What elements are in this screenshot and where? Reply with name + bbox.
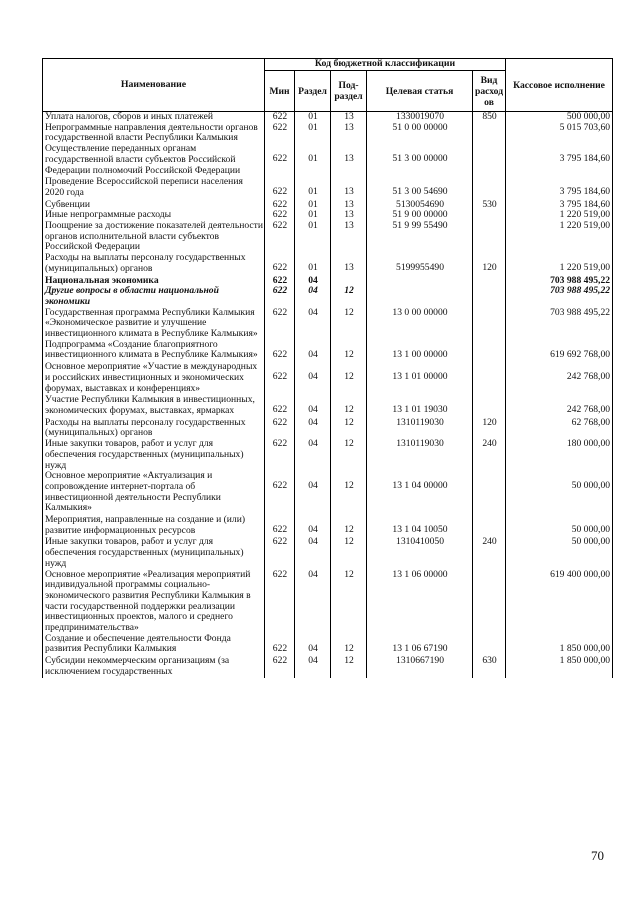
row-section: 04 — [295, 537, 331, 569]
row-section: 04 — [295, 362, 331, 395]
row-target: 51 9 99 55490 — [367, 221, 473, 253]
row-min: 622 — [265, 123, 295, 144]
row-amount: 1 850 000,00 — [506, 634, 613, 656]
row-min: 622 — [265, 253, 295, 275]
table-row — [43, 177, 613, 199]
row-name: Государственная программа Республики Калмыкия «Экономическое развитие и улучшение инвестиционного климата в Республике Калмыкия» — [43, 308, 265, 340]
header-target: Целевая статья — [367, 71, 473, 112]
row-section: 01 — [295, 221, 331, 253]
row-subsection: 13 — [331, 210, 367, 221]
row-section: 04 — [295, 439, 331, 471]
row-target: 1330019070 — [367, 112, 473, 123]
header-exp-type: Вид расход ов — [473, 71, 506, 112]
table-row — [43, 471, 613, 515]
row-exp-type: 530 — [473, 200, 506, 211]
row-section: 04 — [295, 418, 331, 439]
row-name: Осуществление переданных органам государственной власти субъектов Российской Федерации полномочий Российской Федерации — [43, 144, 265, 177]
row-name: Проведение Всероссийской переписи населения 2020 года — [43, 177, 265, 199]
row-target: 1310119030 — [367, 418, 473, 439]
row-subsection: 12 — [331, 634, 367, 656]
row-subsection: 13 — [331, 144, 367, 177]
row-min: 622 — [265, 286, 295, 307]
table-row — [43, 362, 613, 395]
row-amount: 1 220 519,00 — [506, 253, 613, 275]
row-subsection: 12 — [331, 340, 367, 362]
row-min: 622 — [265, 515, 295, 537]
row-min: 622 — [265, 395, 295, 417]
row-target: 51 9 00 00000 — [367, 210, 473, 221]
row-target: 13 1 04 10050 — [367, 515, 473, 537]
row-exp-type: 120 — [473, 253, 506, 275]
row-min: 622 — [265, 177, 295, 199]
header-classification-group: Код бюджетной классификации — [265, 59, 506, 71]
row-amount: 5 015 703,60 — [506, 123, 613, 144]
row-subsection: 12 — [331, 286, 367, 307]
table-row — [43, 418, 613, 439]
row-target: 13 1 00 00000 — [367, 340, 473, 362]
row-exp-type — [473, 340, 506, 362]
row-amount: 3 795 184,60 — [506, 177, 613, 199]
row-subsection: 12 — [331, 471, 367, 515]
row-min: 622 — [265, 570, 295, 634]
row-section: 04 — [295, 570, 331, 634]
row-target: 51 3 00 00000 — [367, 144, 473, 177]
row-amount: 500 000,00 — [506, 112, 613, 123]
header-section: Раздел — [295, 71, 331, 112]
row-min: 622 — [265, 634, 295, 656]
table-row — [43, 286, 613, 307]
row-section: 01 — [295, 123, 331, 144]
row-min: 622 — [265, 439, 295, 471]
row-min: 622 — [265, 537, 295, 569]
row-section: 04 — [295, 276, 331, 287]
page-number: 70 — [591, 848, 604, 863]
row-name: Уплата налогов, сборов и иных платежей — [43, 112, 265, 123]
row-amount: 50 000,00 — [506, 537, 613, 569]
row-name: Расходы на выплаты персоналу государственных (муниципальных) органов — [43, 418, 265, 439]
row-subsection: 13 — [331, 221, 367, 253]
header-subsection: Под-раздел — [331, 71, 367, 112]
row-target: 51 3 00 54690 — [367, 177, 473, 199]
row-target: 13 0 00 00000 — [367, 308, 473, 340]
row-amount: 703 988 495,22 — [506, 308, 613, 340]
row-min: 622 — [265, 362, 295, 395]
row-min: 622 — [265, 308, 295, 340]
row-exp-type — [473, 123, 506, 144]
table-row — [43, 221, 613, 253]
row-min: 622 — [265, 471, 295, 515]
table-row — [43, 308, 613, 340]
row-name: Основное мероприятие «Реализация мероприятий индивидуальной программы социально-экономического развития Республики Калмыкия в части государственной поддержки реализации инвестиционных проектов, малого и среднего предпринимательства» — [43, 570, 265, 634]
row-section: 04 — [295, 395, 331, 417]
row-min: 622 — [265, 112, 295, 123]
row-exp-type — [473, 471, 506, 515]
table-body — [43, 112, 613, 678]
row-subsection: 12 — [331, 656, 367, 677]
table-row — [43, 253, 613, 275]
row-subsection: 13 — [331, 253, 367, 275]
row-name: Иные закупки товаров, работ и услуг для обеспечения государственных (муниципальных) нужд — [43, 537, 265, 569]
row-section: 01 — [295, 112, 331, 123]
row-name: Поощрение за достижение показателей деятельности органов исполнительной власти субъектов Российской Федерации — [43, 221, 265, 253]
row-amount: 703 988 495,22 — [506, 276, 613, 287]
row-min: 622 — [265, 221, 295, 253]
table-row — [43, 395, 613, 417]
row-subsection: 12 — [331, 537, 367, 569]
row-name: Создание и обеспечение деятельности Фонда развития Республики Калмыкия — [43, 634, 265, 656]
row-amount: 50 000,00 — [506, 471, 613, 515]
row-name: Субсидии некоммерческим организациям (за исключением государственных — [43, 656, 265, 677]
row-amount: 180 000,00 — [506, 439, 613, 471]
row-section: 01 — [295, 177, 331, 199]
row-section: 01 — [295, 144, 331, 177]
header-amount: Кассовое исполнение — [506, 59, 613, 112]
row-subsection: 12 — [331, 570, 367, 634]
row-section: 01 — [295, 253, 331, 275]
row-name: Расходы на выплаты персоналу государственных (муниципальных) органов — [43, 253, 265, 275]
row-amount: 1 220 519,00 — [506, 210, 613, 221]
row-exp-type: 630 — [473, 656, 506, 677]
table-row — [43, 537, 613, 569]
row-amount: 242 768,00 — [506, 395, 613, 417]
row-exp-type — [473, 144, 506, 177]
header-min: Мин — [265, 71, 295, 112]
row-section: 04 — [295, 340, 331, 362]
row-section: 04 — [295, 515, 331, 537]
header-name: Наименование — [43, 59, 265, 112]
row-target: 13 1 04 00000 — [367, 471, 473, 515]
table-row — [43, 634, 613, 656]
row-subsection: 12 — [331, 362, 367, 395]
row-name: Мероприятия, направленные на создание и (или) развитие информационных ресурсов — [43, 515, 265, 537]
row-name: Непрограммные направления деятельности органов государственной власти Республики Калмыкия — [43, 123, 265, 144]
row-exp-type — [473, 308, 506, 340]
row-exp-type — [473, 177, 506, 199]
budget-table-sheet — [42, 58, 612, 678]
row-name: Иные непрограммные расходы — [43, 210, 265, 221]
row-subsection: 13 — [331, 123, 367, 144]
row-subsection: 13 — [331, 177, 367, 199]
row-exp-type: 240 — [473, 439, 506, 471]
row-subsection: 12 — [331, 515, 367, 537]
row-exp-type — [473, 570, 506, 634]
row-exp-type — [473, 634, 506, 656]
row-section: 01 — [295, 210, 331, 221]
row-min: 622 — [265, 276, 295, 287]
row-exp-type: 120 — [473, 418, 506, 439]
table-row — [43, 144, 613, 177]
table-row — [43, 340, 613, 362]
row-amount: 50 000,00 — [506, 515, 613, 537]
row-name: Участие Республики Калмыкия в инвестиционных, экономических форумах, выставках, ярмарках — [43, 395, 265, 417]
row-exp-type — [473, 395, 506, 417]
row-section: 04 — [295, 656, 331, 677]
row-target: 1310410050 — [367, 537, 473, 569]
row-section: 04 — [295, 286, 331, 307]
row-name: Иные закупки товаров, работ и услуг для обеспечения государственных (муниципальных) нужд — [43, 439, 265, 471]
row-section: 04 — [295, 471, 331, 515]
row-name: Основное мероприятие «Участие в международных и российских инвестиционных и экономических форумах, выставках и конференциях» — [43, 362, 265, 395]
table-row — [43, 656, 613, 677]
row-subsection: 12 — [331, 439, 367, 471]
row-amount: 242 768,00 — [506, 362, 613, 395]
row-min: 622 — [265, 200, 295, 211]
row-name: Основное мероприятие «Актуализация и сопровождение интернет-портала об инвестиционной деятельности Республики Калмыкия» — [43, 471, 265, 515]
row-exp-type: 850 — [473, 112, 506, 123]
row-min: 622 — [265, 340, 295, 362]
row-exp-type — [473, 221, 506, 253]
row-target: 1310119030 — [367, 439, 473, 471]
row-section: 04 — [295, 634, 331, 656]
row-subsection: 12 — [331, 418, 367, 439]
row-section: 04 — [295, 308, 331, 340]
row-min: 622 — [265, 144, 295, 177]
row-exp-type — [473, 286, 506, 307]
row-section: 01 — [295, 200, 331, 211]
table-row — [43, 123, 613, 144]
row-name: Субвенции — [43, 200, 265, 211]
row-exp-type — [473, 210, 506, 221]
row-amount: 3 795 184,60 — [506, 144, 613, 177]
row-subsection: 12 — [331, 395, 367, 417]
row-target: 13 1 01 19030 — [367, 395, 473, 417]
row-amount: 619 692 768,00 — [506, 340, 613, 362]
row-target — [367, 286, 473, 307]
row-exp-type — [473, 276, 506, 287]
row-target — [367, 276, 473, 287]
row-subsection: 13 — [331, 112, 367, 123]
row-target: 1310667190 — [367, 656, 473, 677]
row-min: 622 — [265, 656, 295, 677]
row-exp-type: 240 — [473, 537, 506, 569]
row-amount: 619 400 000,00 — [506, 570, 613, 634]
row-name: Подпрограмма «Создание благоприятного инвестиционного климата в Республике Калмыкия» — [43, 340, 265, 362]
row-amount: 1 850 000,00 — [506, 656, 613, 677]
row-amount: 62 768,00 — [506, 418, 613, 439]
row-min: 622 — [265, 210, 295, 221]
row-subsection: 13 — [331, 200, 367, 211]
row-target: 13 1 01 00000 — [367, 362, 473, 395]
row-target: 13 1 06 67190 — [367, 634, 473, 656]
row-subsection: 12 — [331, 308, 367, 340]
row-target: 51 0 00 00000 — [367, 123, 473, 144]
budget-execution-table — [42, 58, 613, 678]
table-header — [43, 59, 613, 112]
row-name: Другие вопросы в области национальной экономики — [43, 286, 265, 307]
row-name: Национальная экономика — [43, 276, 265, 287]
row-target: 5130054690 — [367, 200, 473, 211]
row-amount: 703 988 495,22 — [506, 286, 613, 307]
row-min: 622 — [265, 418, 295, 439]
row-exp-type — [473, 362, 506, 395]
row-exp-type — [473, 515, 506, 537]
table-row — [43, 515, 613, 537]
table-row — [43, 570, 613, 634]
row-target: 5199955490 — [367, 253, 473, 275]
row-amount: 1 220 519,00 — [506, 221, 613, 253]
table-row — [43, 439, 613, 471]
row-target: 13 1 06 00000 — [367, 570, 473, 634]
row-amount: 3 795 184,60 — [506, 200, 613, 211]
